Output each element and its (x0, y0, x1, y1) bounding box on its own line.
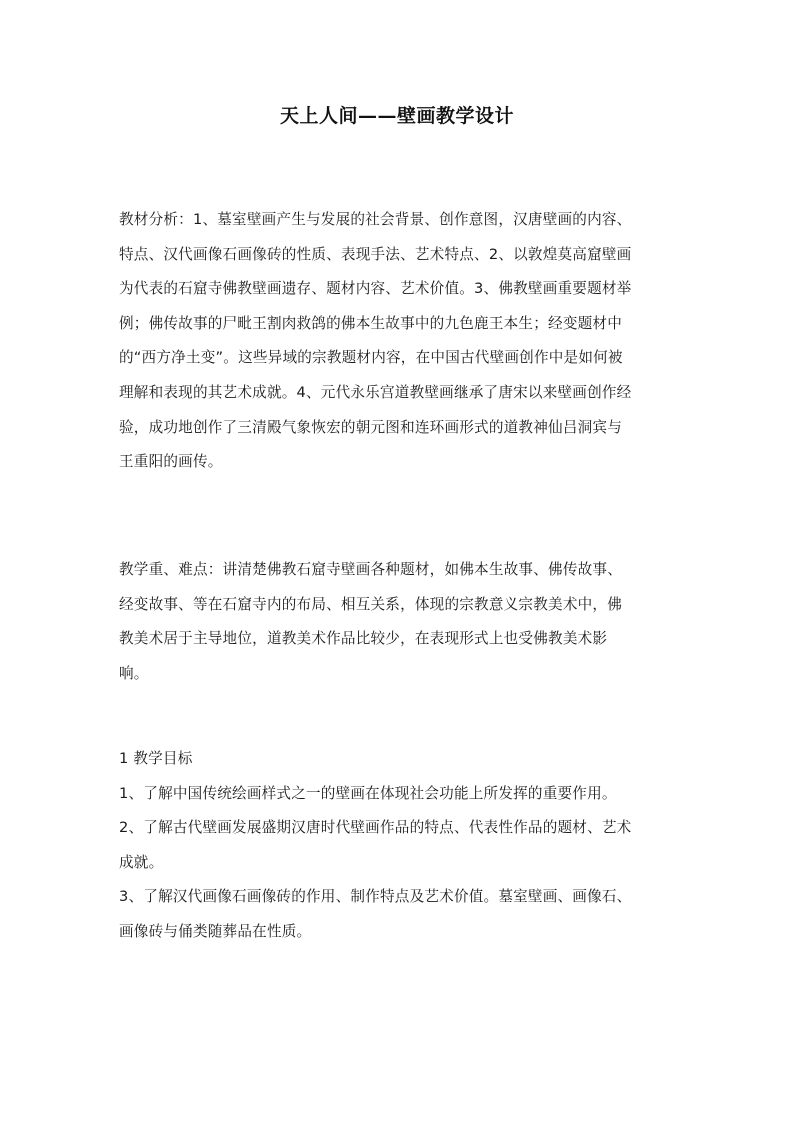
key-points-line: 教学重、难点：讲清楚佛教石窟寺壁画各种题材，如佛本生故事、佛传故事、 (119, 561, 622, 578)
objectives-section (119, 742, 679, 950)
objectives-heading: 1 教学目标 (119, 750, 193, 767)
analysis-line: 特点、汉代画像石画像砖的性质、表现手法、艺术特点、2、以敦煌莫高窟壁画 (119, 245, 632, 263)
key-points-line: 经变故事、等在石窟寺内的布局、相互关系，体现的宗教意义宗教美术中，佛 (119, 595, 622, 613)
analysis-paragraph (119, 203, 679, 480)
analysis-line: 王重阳的画传。 (119, 453, 223, 471)
document-title: 天上人间——壁画教学设计 (279, 105, 514, 127)
analysis-line: 教材分析：1、墓室壁画产生与发展的社会背景、创作意图，汉唐壁画的内容、 (119, 211, 632, 228)
analysis-line: 验，成功地创作了三清殿气象恢宏的朝元图和连环画形式的道教神仙吕洞宾与 (119, 418, 622, 436)
objective-line: 画像砖与俑类随葬品在性质。 (119, 922, 312, 940)
analysis-line: 例；佛传故事的尸毗王割肉救鸽的佛本生故事中的九色鹿王本生；经变题材中 (119, 314, 622, 332)
objective-line: 成就。 (119, 853, 164, 871)
key-points-line: 教美术居于主导地位，道教美术作品比较少，在表现形式上也受佛教美术影 (119, 630, 608, 648)
objective-line: 2、了解古代壁画发展盛期汉唐时代壁画作品的特点、代表性作品的题材、艺术 (119, 819, 632, 837)
analysis-line: 理解和表现的其艺术成就。4、元代永乐宫道教壁画继承了唐宋以来壁画创作经 (119, 383, 632, 401)
objective-line: 1、了解中国传统绘画样式之一的壁画在体现社会功能上所发挥的重要作用。 (119, 784, 617, 802)
analysis-line: 的“西方净土变”。这些异域的宗教题材内容，在中国古代壁画创作中是如何被 (119, 349, 623, 367)
key-points-line: 响。 (119, 664, 149, 682)
key-points-paragraph (119, 553, 679, 691)
analysis-line: 为代表的石窟寺佛教壁画遗存、题材内容、艺术价值。3、佛教壁画重要题材举 (119, 280, 632, 298)
objective-line: 3、了解汉代画像石画像砖的作用、制作特点及艺术价值。墓室壁画、画像石、 (119, 888, 632, 906)
